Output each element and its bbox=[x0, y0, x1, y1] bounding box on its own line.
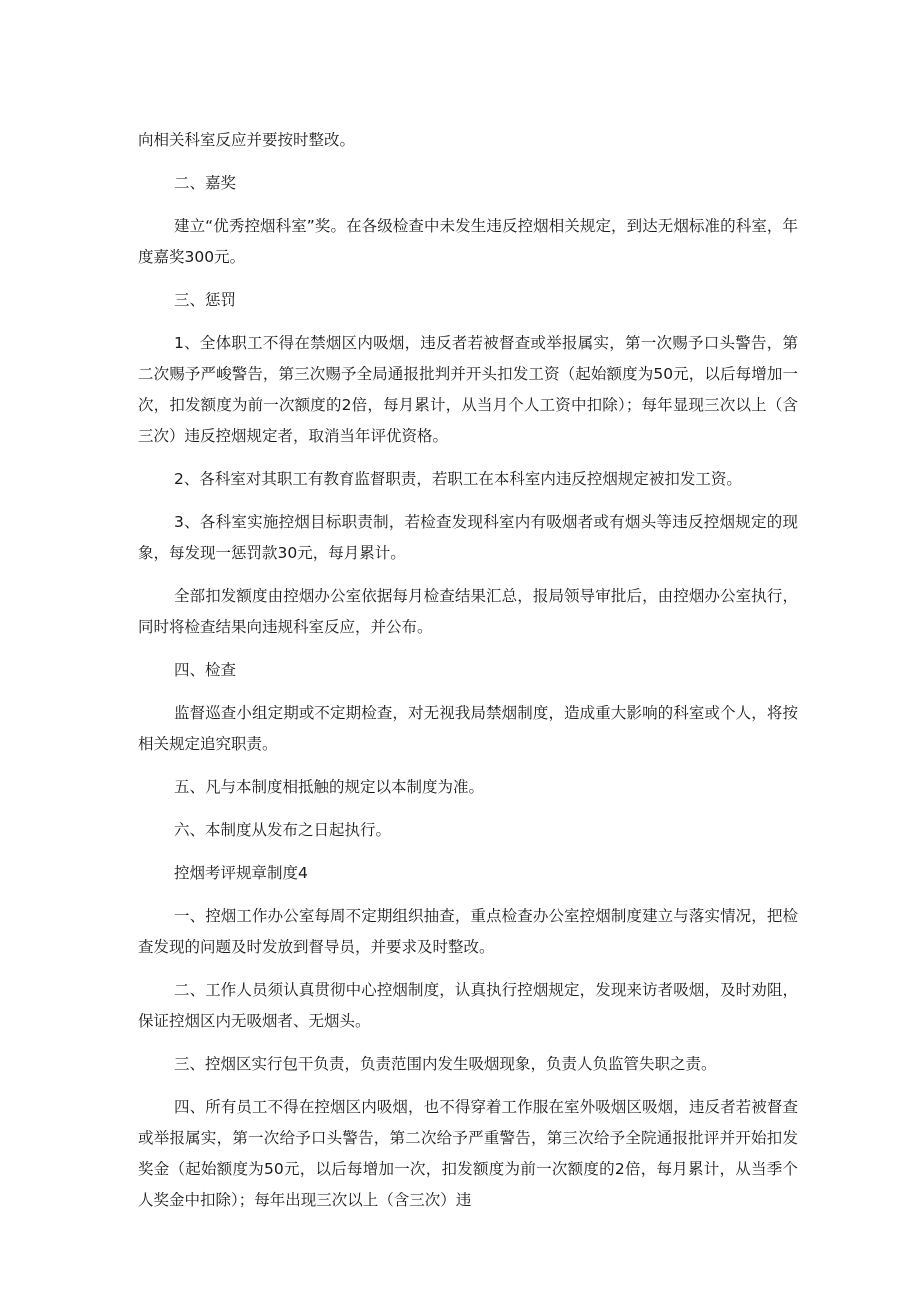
section-heading-penalty: 三、惩罚 bbox=[174, 291, 237, 309]
paragraph-rule-five: 五、凡与本制度相抵触的规定以本制度为准。 bbox=[174, 778, 485, 796]
paragraph-item-1: 一、控烟工作办公室每周不定期组织抽查，重点检查办公室控烟制度建立与落实情况，把检查发现的问题及时发放到督导员，并要求及时整改。 bbox=[138, 907, 798, 956]
paragraph-item-2: 二、工作人员须认真贯彻中心控烟制度，认真执行控烟规定，发现来访者吸烟，及时劝阻，保证控烟区内无吸烟者、无烟头。 bbox=[138, 981, 798, 1030]
paragraph-penalty-1: 1、全体职工不得在禁烟区内吸烟，违反者若被督查或举报属实，第一次赐予口头警告，第二次赐予严峻警告，第三次赐予全局通报批判并开头扣发工资（起始额度为50元，以后每增加一次，扣发额度为前一次额度的2倍，每月累计，从当月个人工资中扣除）；每年显现三次以上（含三次）违反控烟规定者，取消当年评优资格。 bbox=[138, 334, 798, 445]
document-body bbox=[138, 125, 798, 1228]
paragraph-continuation: 向相关科室反应并要按时整改。 bbox=[138, 131, 356, 149]
section-heading-inspection: 四、检查 bbox=[174, 661, 237, 679]
paragraph-deduction-summary: 全部扣发额度由控烟办公室依据每月检查结果汇总，报局领导审批后，由控烟办公室执行，同时将检查结果向违规科室反应，并公布。 bbox=[138, 587, 798, 636]
paragraph-inspection: 监督巡查小组定期或不定期检查，对无视我局禁烟制度，造成重大影响的科室或个人，将按相关规定追究职责。 bbox=[138, 704, 798, 753]
paragraph-penalty-3: 3、各科室实施控烟目标职责制，若检查发现科室内有吸烟者或有烟头等违反控烟规定的现象，每发现一惩罚款30元，每月累计。 bbox=[138, 513, 798, 562]
paragraph-item-4: 四、所有员工不得在控烟区内吸烟，也不得穿着工作服在室外吸烟区吸烟，违反者若被督查或举报属实，第一次给予口头警告，第二次给予严重警告，第三次给予全院通报批评并开始扣发奖金（起始额度为50元，以后每增加一次，扣发额度为前一次额度的2倍，每月累计，从当季个人奖金中扣除）；每年出现三次以上（含三次）违 bbox=[138, 1098, 798, 1209]
paragraph-reward: 建立“优秀控烟科室”奖。在各级检查中未发生违反控烟相关规定，到达无烟标准的科室，年度嘉奖300元。 bbox=[138, 217, 798, 266]
paragraph-penalty-2: 2、各科室对其职工有教育监督职责，若职工在本科室内违反控烟规定被扣发工资。 bbox=[174, 470, 742, 488]
document-subtitle: 控烟考评规章制度4 bbox=[174, 864, 308, 882]
paragraph-rule-six: 六、本制度从发布之日起执行。 bbox=[174, 821, 392, 839]
section-heading-reward: 二、嘉奖 bbox=[174, 174, 237, 192]
paragraph-item-3: 三、控烟区实行包干负责，负责范围内发生吸烟现象，负责人负监管失职之责。 bbox=[174, 1055, 717, 1073]
